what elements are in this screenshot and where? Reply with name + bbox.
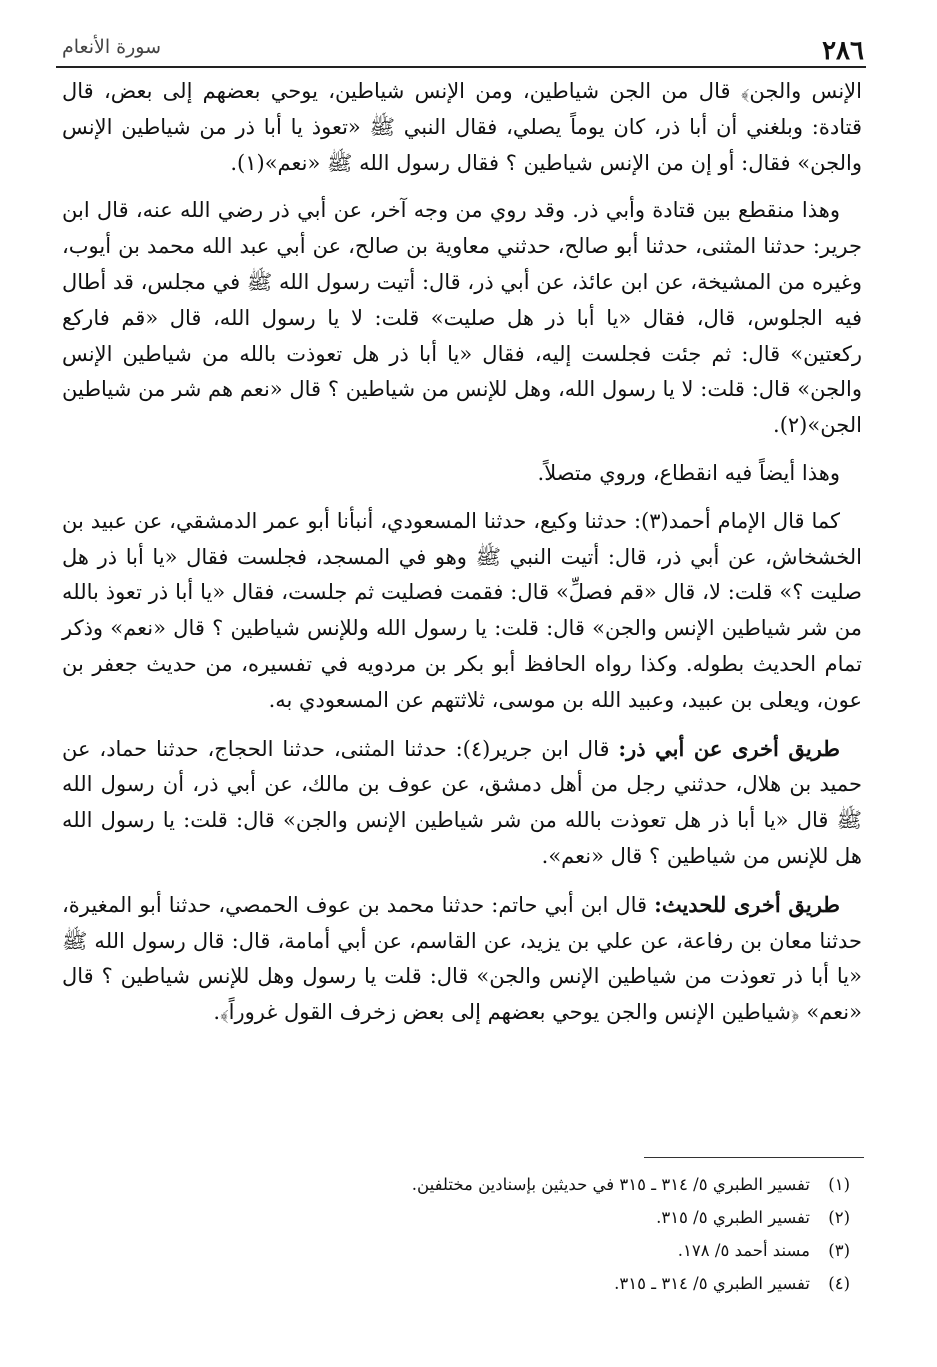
footnote-text: تفسير الطبري ٥/ ٣١٥. (656, 1208, 810, 1227)
paragraph-heading: طريق أخرى عن أبي ذر: (618, 735, 840, 761)
footnote (200, 1234, 850, 1267)
paragraph-body: قال ابن أبي حاتم: حدثنا محمد بن عوف الحمصي، حدثنا أبو المغيرة، حدثنا معان بن رفاعة، عن علي بن يزيد، عن القاسم، عن أبي أمامة، قال: قال رسول الله ﷺ «يا أبا ذر تعوذت من شياطين الإنس والجن» قال: قلت يا رسول وهل للإنس شياطين ؟ قال «نعم» ﴿شياطين الإنس والجن يوحي بعضهم إلى بعض زخرف القول غروراً﴾. (62, 892, 862, 1025)
paragraph-body: قال ابن جرير(٤): حدثنا المثنى، حدثنا الحجاج، حدثنا حماد، عن حميد بن هلال، حدثني رجل من أهل دمشق، عن عوف بن مالك، عن أبي ذر، أن رسول الله ﷺ قال «يا أبا ذر هل تعوذت بالله من شر شياطين الإنس والجن» قال: قلت: يا رسول الله هل للإنس من شياطين ؟ قال «نعم». (62, 736, 862, 868)
running-title: سورة الأنعام (62, 36, 162, 58)
paragraph-heading: طريق أخرى للحديث: (654, 891, 840, 917)
page-header (56, 28, 866, 68)
footnote (200, 1267, 850, 1300)
footnote-text: مسند أحمد ٥/ ١٧٨. (677, 1241, 810, 1260)
paragraph: وهذا منقطع بين قتادة وأبي ذر. وقد روي من وجه آخر، عن أبي ذر رضي الله عنه، قال ابن جرير: حدثنا المثنى، حدثنا أبو صالح، حدثني معاوية بن صالح، عن أبي عبد الله محمد بن أيوب، وغيره من المشيخة، عن ابن عائذ، عن أبي ذر، قال: أتيت رسول الله ﷺ في مجلس، قد أطال فيه الجلوس، قال، فقال «يا أبا ذر هل صليت» قلت: لا يا رسول الله، قال «قم فاركع ركعتين» قال: ثم جئت فجلست إليه، فقال «يا أبا ذر هل تعوذت بالله من شياطين الإنس والجن» قال: قلت: لا يا رسول الله، وهل للإنس من شياطين ؟ قال «نعم هم شر من شياطين الجن»(٢). (62, 198, 862, 438)
paragraph (62, 731, 862, 875)
page-number: ٢٨٦ (822, 36, 864, 66)
footnote-rule (644, 1157, 864, 1158)
footnote-number: (٤) (828, 1274, 850, 1293)
footnotes (200, 1168, 850, 1300)
paragraph (62, 887, 862, 1031)
footnote (200, 1201, 850, 1234)
footnote (200, 1168, 850, 1201)
paragraph: الإنس والجن﴾ قال من الجن شياطين، ومن الإنس شياطين، يوحي بعضهم إلى بعض، قال قتادة: وبلغني أن أبا ذر، كان يوماً يصلي، فقال النبي ﷺ «تعوذ يا أبا ذر من شياطين الإنس والجن» فقال: أو إن من الإنس شياطين ؟ فقال رسول الله ﷺ «نعم»(١). (62, 79, 862, 175)
paragraph: وهذا أيضاً فيه انقطاع، وروي متصلاً. (537, 460, 840, 485)
header-rule (56, 66, 866, 68)
footnote-number: (١) (828, 1175, 850, 1194)
footnote-text: تفسير الطبري ٥/ ٣١٤ ـ ٣١٥ في حديثين بإسنادين مختلفين. (411, 1175, 810, 1194)
paragraph: كما قال الإمام أحمد(٣): حدثنا وكيع، حدثنا المسعودي، أنبأنا أبو عمر الدمشقي، عن عبيد بن الخشخاش، عن أبي ذر، قال: أتيت النبي ﷺ وهو في المسجد، فجلست فقال «يا أبا ذر هل صليت ؟» قلت: لا، قال «قم فصلِّ» قال: فقمت فصليت ثم جلست، فقال «يا أبا ذر تعوذ بالله من شر شياطين الإنس والجن» قال: قلت: يا رسول الله وللإنس شياطين ؟ قال «نعم» وذكر تمام الحديث بطوله. وكذا رواه الحافظ أبو بكر بن مردويه في تفسيره، من حديث جعفر بن عون، ويعلى بن عبيد، وعبيد الله بن موسى، ثلاثتهم عن المسعودي به. (62, 508, 862, 712)
main-text (62, 74, 862, 1043)
footnote-number: (٢) (828, 1208, 850, 1227)
footnote-text: تفسير الطبري ٥/ ٣١٤ ـ ٣١٥. (614, 1274, 810, 1293)
footnote-number: (٣) (828, 1241, 850, 1260)
